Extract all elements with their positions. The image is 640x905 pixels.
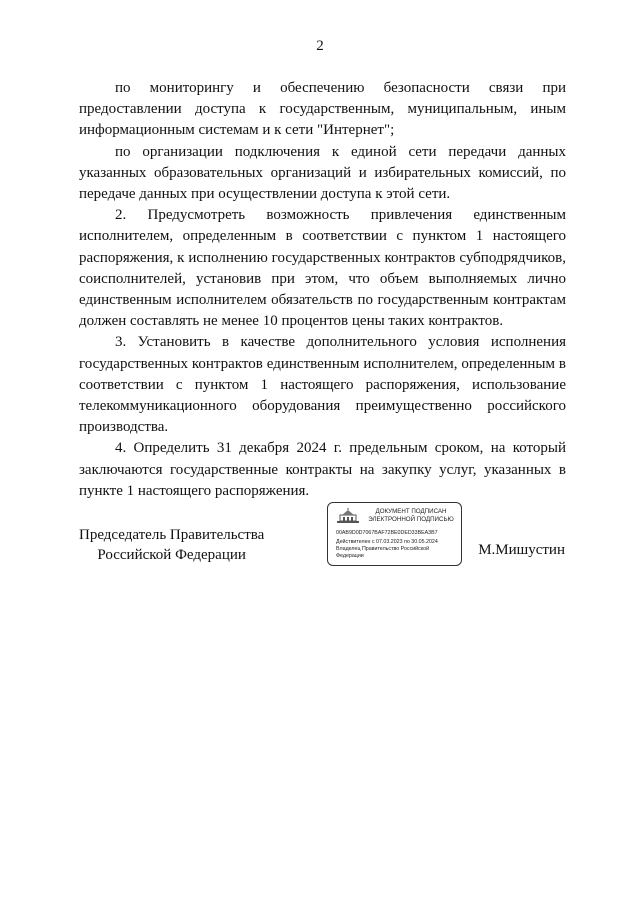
paragraph: 2. Предусмотреть возможность привлечения единственным исполнителем, определенным в соответствии с пунктом 1 настоящего распоряжения, к исполнению государственных контрактов субподрядчиков, соисполнителей, установив при этом, что объем выполняемых лично единственным исполнителем обязательств по государственным контрактам должен составлять не менее 10 процентов цены таких контрактов. — [79, 207, 566, 330]
paragraph: 4. Определить 31 декабря 2024 г. предельным сроком, на который заключаются государственные контракты на закупку услуг, указанных в пункте 1 настоящего распоряжения. — [79, 440, 566, 499]
page-number: 2 — [316, 38, 324, 54]
signer-name: М.Мишустин — [478, 542, 565, 558]
paragraph: по организации подключения к единой сети передачи данных указанных образовательных организаций и избирательных комиссий, по передаче данных при осуществлении доступа к этой сети. — [79, 143, 566, 203]
stamp-title: ДОКУМЕНТ ПОДПИСАН ЭЛЕКТРОННОЙ ПОДПИСЬЮ — [368, 508, 454, 523]
coat-of-arms-icon — [336, 508, 360, 526]
stamp-owner: Владелец Правительство Российской — [336, 546, 430, 552]
stamp-owner-cont: Федерации — [336, 553, 364, 559]
stamp-validity: Действителен с 07.03.2023 по 30.05.2024 — [336, 539, 438, 545]
paragraph: 3. Установить в качестве дополнительного условия исполнения государственных контрактов единственным исполнителем, определенным в соответствии с пунктом 1 настоящего распоряжения, использование телекоммуникационного оборудования преимущественно российского производства. — [79, 334, 566, 436]
electronic-signature-stamp — [327, 502, 462, 566]
document-body — [79, 78, 566, 502]
signer-position — [79, 525, 264, 565]
paragraph: по мониторингу и обеспечению безопасности связи при предоставлении доступа к государственным, муниципальным, иным информационным системам и к сети "Интернет"; — [79, 80, 566, 139]
signer-position-line: Председатель Правительства — [79, 527, 265, 543]
stamp-certificate: 00AB9D0D7067BAF72BE0DED33BEA3B7 — [336, 530, 438, 536]
signer-position-line: Российской Федерации — [97, 547, 246, 563]
